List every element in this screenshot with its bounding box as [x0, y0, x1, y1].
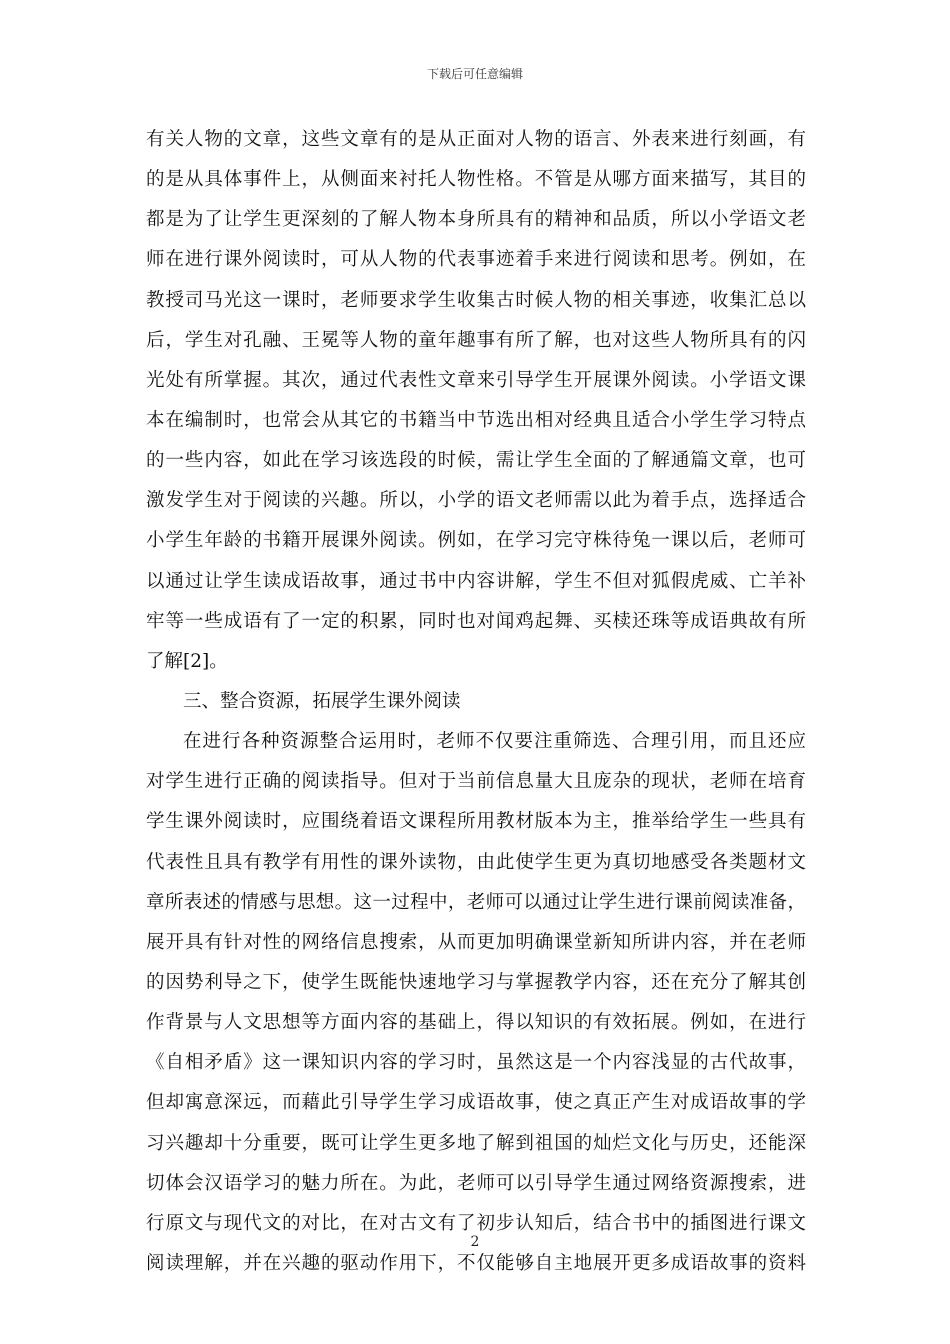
text-line: 习兴趣却十分重要，既可让学生更多地了解到祖国的灿烂文化与历史，还能深	[146, 1132, 806, 1154]
page-header: 下载后可任意编辑	[426, 67, 523, 81]
text-line: 以通过让学生读成语故事，通过书中内容讲解，学生不但对狐假虎威、亡羊补	[146, 570, 806, 592]
text-line: 都是为了让学生更深刻的了解人物本身所具有的精神和品质，所以小学语文老	[146, 209, 806, 231]
text-line: 后，学生对孔融、王冕等人物的童年趣事有所了解，也对这些人物所具有的闪	[146, 329, 806, 351]
text-line: 了解[2]。	[146, 650, 228, 672]
text-line: 激发学生对于阅读的兴趣。所以，小学的语文老师需以此为着手点，选择适合	[146, 490, 806, 512]
text-line: 小学生年龄的书籍开展课外阅读。例如，在学习完守株待兔一课以后，老师可	[146, 530, 806, 552]
page-number: 2	[470, 1234, 480, 1250]
text-line: 学生课外阅读时，应围绕着语文课程所用教材版本为主，推举给学生一些具有	[146, 811, 806, 833]
text-line: 展开具有针对性的网络信息搜索，从而更加明确课堂新知所讲内容，并在老师	[146, 931, 806, 953]
text-line: 章所表述的情感与思想。这一过程中，老师可以通过让学生进行课前阅读准备，	[146, 891, 806, 913]
text-line: 《自相矛盾》这一课知识内容的学习时，虽然这是一个内容浅显的古代故事，	[146, 1052, 806, 1074]
section-heading: 三、整合资源，拓展学生课外阅读	[183, 690, 461, 712]
body-text	[146, 120, 806, 1284]
text-line: 代表性且具有教学有用性的课外读物，由此使学生更为真切地感受各类题材文	[146, 851, 806, 873]
text-line: 本在编制时，也常会从其它的书籍当中节选出相对经典且适合小学生学习特点	[146, 409, 806, 431]
text-line: 师在进行课外阅读时，可从人物的代表事迹着手来进行阅读和思考。例如，在	[146, 249, 806, 271]
text-line: 牢等一些成语有了一定的积累，同时也对闻鸡起舞、买椟还珠等成语典故有所	[146, 610, 806, 632]
text-line: 的一些内容，如此在学习该选段的时候，需让学生全面的了解通篇文章，也可	[146, 450, 806, 472]
text-line: 光处有所掌握。其次，通过代表性文章来引导学生开展课外阅读。小学语文课	[146, 369, 806, 391]
text-line: 切体会汉语学习的魅力所在。为此，老师可以引导学生通过网络资源搜索，进	[146, 1172, 806, 1194]
text-line: 但却寓意深远，而藉此引导学生学习成语故事，使之真正产生对成语故事的学	[146, 1092, 806, 1114]
text-line: 有关人物的文章，这些文章有的是从正面对人物的语言、外表来进行刻画，有	[146, 129, 806, 150]
text-line: 的是从具体事件上，从侧面来衬托人物性格。不管是从哪方面来描写，其目的	[146, 169, 806, 191]
text-line: 对学生进行正确的阅读指导。但对于当前信息量大且庞杂的现状，老师在培育	[146, 771, 806, 793]
text-line: 阅读理解，并在兴趣的驱动作用下，不仅能够自主地展开更多成语故事的资料	[146, 1252, 806, 1274]
text-line: 作背景与人文思想等方面内容的基础上，得以知识的有效拓展。例如，在进行	[146, 1012, 806, 1034]
text-line: 在进行各种资源整合运用时，老师不仅要注重筛选、合理引用，而且还应	[183, 731, 806, 753]
text-line: 教授司马光这一课时，老师要求学生收集古时候人物的相关事迹，收集汇总以	[146, 289, 806, 311]
text-line: 的因势利导之下，使学生既能快速地学习与掌握教学内容，还在充分了解其创	[146, 971, 806, 993]
text-line: 行原文与现代文的对比，在对古文有了初步认知后，结合书中的插图进行课文	[146, 1212, 806, 1234]
